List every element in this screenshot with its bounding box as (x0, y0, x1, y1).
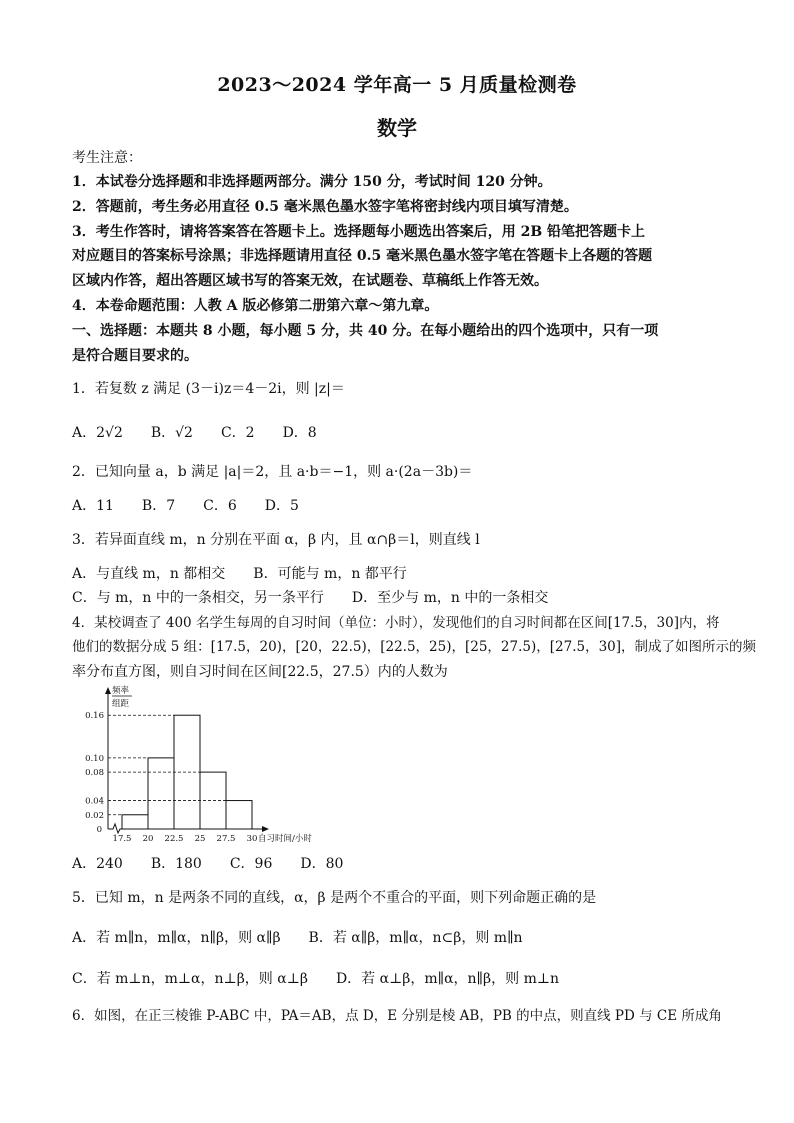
notice-heading: 考生注意： (72, 150, 142, 166)
frequency-histogram (72, 684, 362, 846)
subject-title: 数学 (377, 116, 417, 140)
section-heading-line1: 一、选择题：本题共 8 小题，每小题 5 分，共 40 分。在每小题给出的四个选项中，只有一项 (72, 323, 659, 339)
notice-item-3b: 对应题目的答案标号涂黑；非选择题请用直径 0.5 毫米黑色墨水签字笔在答题卡上各题的答题 (72, 248, 653, 264)
question-5-options-line1: A．若 m∥n，m∥α，n∥β，则 α∥β B．若 α∥β，m∥α，n⊂β，则 m∥n (72, 930, 523, 946)
question-3-options-line2: C．与 m，n 中的一条相交，另一条平行 D．至少与 m，n 中的一条相交 (72, 590, 549, 606)
x-axis-arrow (262, 826, 269, 832)
y-tick-label: 0.10 (85, 753, 104, 764)
y-axis-arrow (105, 687, 111, 694)
y-axis-label-bottom: 组距 (112, 699, 130, 709)
notice-item-3a: 3．考生作答时，请将答案答在答题卡上。选择题每小题选出答案后，用 2B 铅笔把答题卡上 (72, 224, 646, 240)
histogram-bar (148, 758, 174, 829)
histogram-bar (122, 815, 148, 829)
question-2-options: A．11 B．7 C．6 D．5 (72, 498, 299, 514)
histogram-bar (226, 801, 252, 829)
question-6-stem: 6．如图，在正三棱锥 P-ABC 中，PA＝AB，点 D，E 分别是棱 AB，PB 的中点，则直线 PD 与 CE 所成角 (72, 1008, 722, 1024)
histogram-bar (174, 715, 200, 829)
notice-item-3c: 区域内作答，超出答题区域书写的答案无效，在试题卷、草稿纸上作答无效。 (72, 273, 548, 289)
notice-item-2: 2．答题前，考生务必用直径 0.5 毫米黑色墨水签字笔将密封线内项目填写清楚。 (72, 199, 578, 215)
question-1-options: A．2√2 B．√2 C．2 D．8 (72, 425, 317, 441)
y-tick-label: 0.08 (85, 768, 104, 779)
x-tick-label: 25 (194, 834, 206, 844)
x-tick-label: 27.5 (216, 834, 236, 844)
question-1-stem: 1．若复数 z 满足 (3－i)z＝4－2i，则 |z|＝ (72, 381, 345, 397)
y-tick-label: 0.04 (85, 796, 104, 807)
question-4-options: A．240 B．180 C．96 D．80 (72, 856, 344, 872)
x-tick-label: 20 (142, 834, 154, 844)
question-4-line2: 他们的数据分成 5 组：[17.5，20)，[20，22.5)，[22.5，25)，[25，27.5)，[27.5，30]，制成了如图所示的频 (72, 639, 757, 655)
x-tick-label: 17.5 (112, 834, 132, 844)
y-axis-label-top: 频率 (112, 686, 130, 696)
origin-label: 0 (96, 825, 102, 835)
notice-item-4: 4．本卷命题范围：人教 A 版必修第二册第六章～第九章。 (72, 298, 439, 314)
question-5-options-line2: C．若 m⊥n，m⊥α，n⊥β，则 α⊥β D．若 α⊥β，m∥α，n∥β，则 m⊥n (72, 971, 560, 987)
x-axis-label: 自习时间/小时 (258, 834, 312, 844)
x-tick-label: 30 (246, 834, 258, 844)
question-4-line1: 4．某校调查了 400 名学生每周的自习时间（单位：小时），发现他们的自习时间都在区间[17.5，30]内，将 (72, 615, 720, 631)
x-axis (108, 824, 264, 833)
notice-item-1: 1．本试卷分选择题和非选择题两部分。满分 150 分，考试时间 120 分钟。 (72, 174, 552, 190)
y-tick-label: 0.02 (85, 810, 104, 821)
y-tick-label: 0.16 (85, 711, 104, 722)
question-4-line3: 率分布直方图，则自习时间在区间[22.5，27.5）内的人数为 (72, 664, 448, 680)
question-3-stem: 3．若异面直线 m，n 分别在平面 α，β 内，且 α∩β＝l，则直线 l (72, 532, 480, 548)
question-5-stem: 5．已知 m，n 是两条不同的直线，α，β 是两个不重合的平面，则下列命题正确的是 (72, 890, 597, 906)
question-3-options-line1: A．与直线 m，n 都相交 B．可能与 m，n 都平行 (72, 566, 407, 582)
question-2-stem: 2．已知向量 a，b 满足 |a|＝2，且 a·b＝−1，则 a·(2a－3b)＝ (72, 464, 473, 480)
section-heading-line2: 是符合题目要求的。 (72, 348, 198, 364)
exam-title: 2023～2024 学年高一 5 月质量检测卷 (217, 74, 577, 96)
x-tick-label: 22.5 (164, 834, 184, 844)
